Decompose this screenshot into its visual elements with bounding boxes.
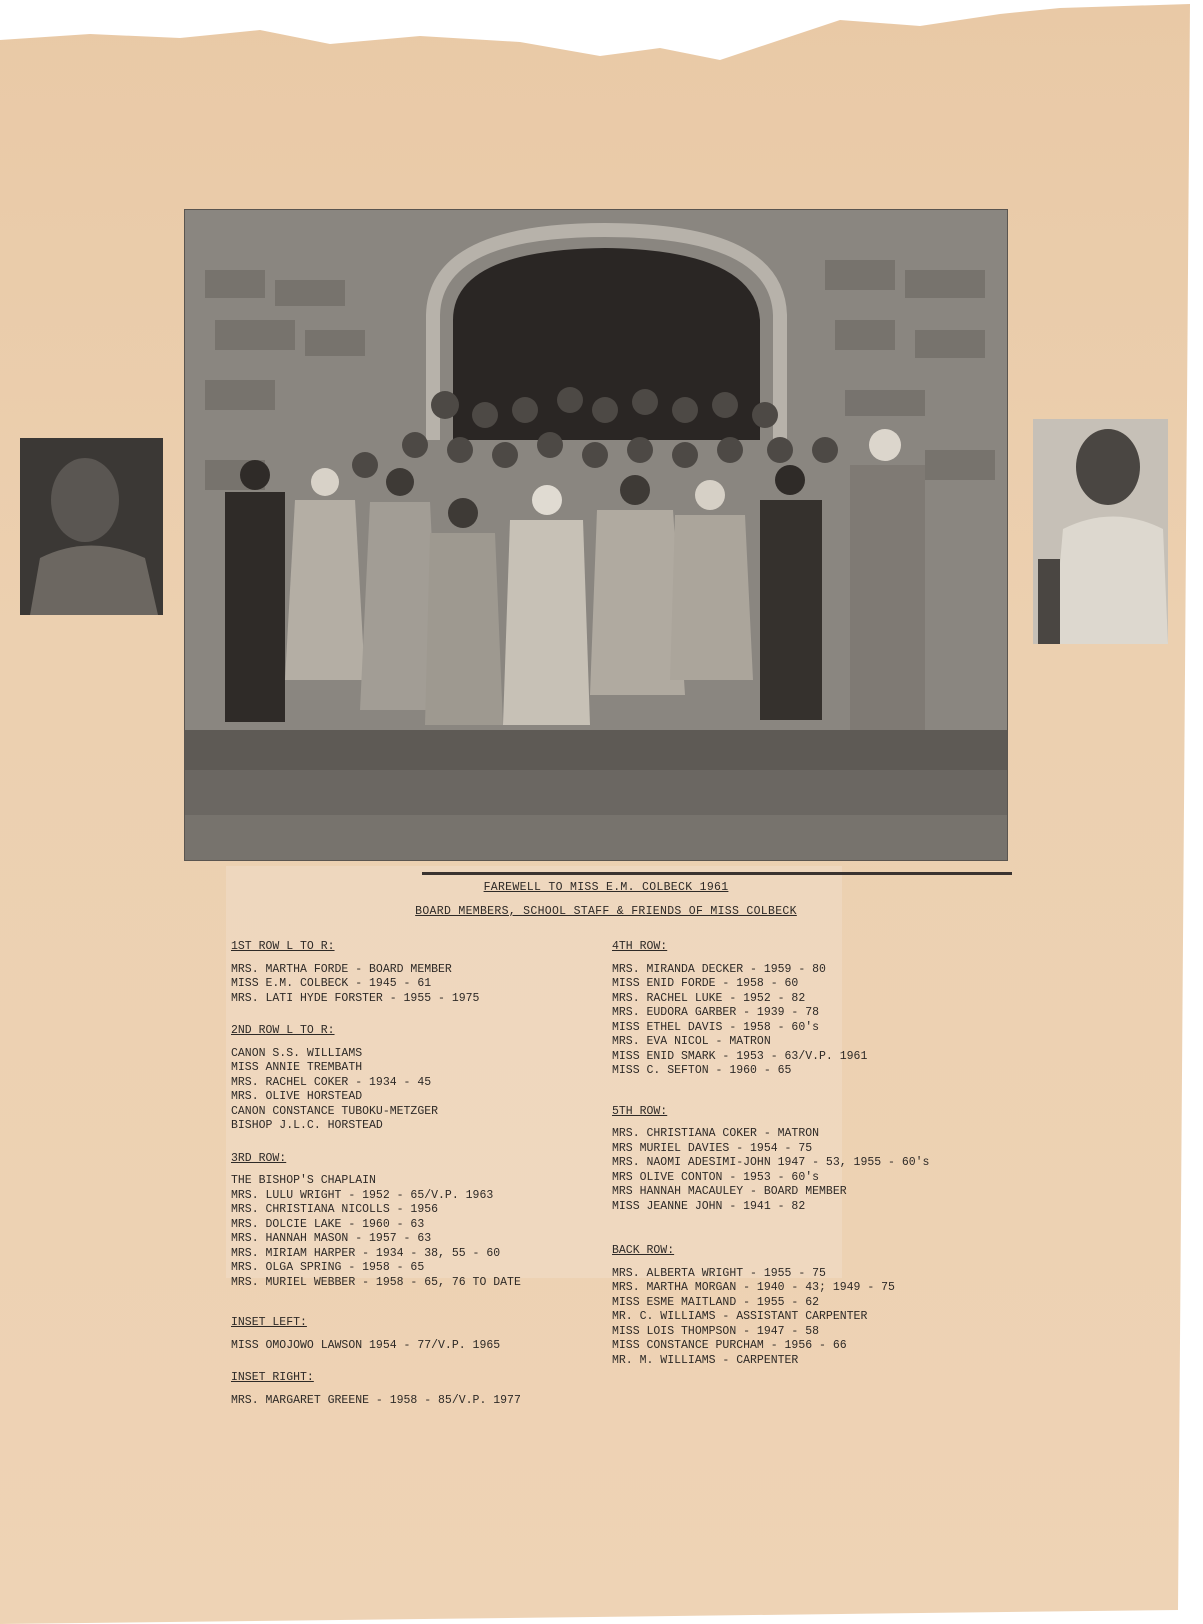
entry: MRS OLIVE CONTON - 1953 - 60's bbox=[612, 1170, 820, 1184]
entry: MISS ANNIE TREMBATH bbox=[231, 1061, 363, 1074]
group-photograph bbox=[184, 209, 1008, 861]
entry: MRS. OLGA SPRING - 1958 - 65 bbox=[231, 1261, 425, 1274]
group-inset-right bbox=[231, 1371, 521, 1408]
entry: MRS HANNAH MACAULEY - BOARD MEMBER bbox=[612, 1185, 847, 1198]
entry: MISS CONSTANCE PURCHAM - 1956 - 66 bbox=[612, 1339, 847, 1352]
entry: MISS ENID FORDE - 1958 - 60 bbox=[612, 977, 799, 990]
group-heading: 2ND ROW L TO R: bbox=[231, 1024, 335, 1037]
entry: MRS. CHRISTIANA NICOLLS - 1956 bbox=[231, 1203, 439, 1216]
entry: MRS. MARTHA FORDE - BOARD MEMBER bbox=[231, 962, 452, 976]
caption-rule bbox=[422, 872, 1012, 875]
entry: MISS E.M. COLBECK - 1945 - 61 bbox=[231, 977, 432, 990]
group-heading: 3RD ROW: bbox=[231, 1151, 287, 1165]
group-second-row bbox=[231, 1024, 521, 1134]
entry: MRS. RACHEL COKER - 1934 - 45 bbox=[231, 1075, 432, 1089]
entry: MRS. NAOMI ADESIMI-JOHN 1947 - 53, 1955 - 60's bbox=[612, 1156, 930, 1169]
right-column bbox=[612, 940, 929, 1386]
group-heading: BACK ROW: bbox=[612, 1244, 675, 1257]
group-heading: INSET RIGHT: bbox=[231, 1371, 314, 1384]
group-heading: 4TH ROW: bbox=[612, 940, 668, 953]
entry: MRS. LULU WRIGHT - 1952 - 65/V.P. 1963 bbox=[231, 1188, 494, 1202]
group-fifth-row bbox=[612, 1105, 929, 1215]
group-fourth-row bbox=[612, 940, 929, 1079]
entry: MR. C. WILLIAMS - ASSISTANT CARPENTER bbox=[612, 1310, 868, 1323]
entry: MISS ESME MAITLAND - 1955 - 62 bbox=[612, 1295, 820, 1309]
entry: MRS. MIRANDA DECKER - 1959 - 80 bbox=[612, 962, 826, 976]
entry: MRS. EUDORA GARBER - 1939 - 78 bbox=[612, 1006, 820, 1019]
inset-left-portrait bbox=[20, 438, 163, 615]
entry: BISHOP J.L.C. HORSTEAD bbox=[231, 1119, 383, 1132]
entry: MISS ENID SMARK - 1953 - 63/V.P. 1961 bbox=[612, 1049, 868, 1063]
entry: CANON S.S. WILLIAMS bbox=[231, 1046, 363, 1060]
entry: MISS C. SEFTON - 1960 - 65 bbox=[612, 1064, 792, 1077]
entry: MRS. MURIEL WEBBER - 1958 - 65, 76 TO DATE bbox=[231, 1275, 521, 1289]
group-heading: 5TH ROW: bbox=[612, 1104, 668, 1118]
entry: MRS. MIRIAM HARPER - 1934 - 38, 55 - 60 bbox=[231, 1246, 501, 1260]
entry: MRS. OLIVE HORSTEAD bbox=[231, 1090, 363, 1103]
entry: CANON CONSTANCE TUBOKU-METZGER bbox=[231, 1104, 439, 1118]
left-column bbox=[231, 940, 521, 1426]
entry: MRS. LATI HYDE FORSTER - 1955 - 1975 bbox=[231, 991, 480, 1005]
entry: MRS. CHRISTIANA COKER - MATRON bbox=[612, 1127, 820, 1140]
entry: MISS OMOJOWO LAWSON 1954 - 77/V.P. 1965 bbox=[231, 1338, 501, 1352]
entry: MRS. DOLCIE LAKE - 1960 - 63 bbox=[231, 1217, 425, 1231]
entry: MRS. MARGARET GREENE - 1958 - 85/V.P. 1977 bbox=[231, 1393, 521, 1407]
group-inset-left bbox=[231, 1316, 521, 1353]
caption-title: FAREWELL TO MISS E.M. COLBECK 1961 bbox=[483, 881, 729, 894]
entry: MRS. HANNAH MASON - 1957 - 63 bbox=[231, 1232, 432, 1245]
group-back-row bbox=[612, 1244, 929, 1368]
entry: MRS. EVA NICOL - MATRON bbox=[612, 1035, 771, 1048]
entry: MRS. MARTHA MORGAN - 1940 - 43; 1949 - 75 bbox=[612, 1281, 895, 1294]
group-heading: INSET LEFT: bbox=[231, 1316, 307, 1329]
group-third-row bbox=[231, 1152, 521, 1291]
entry: MISS JEANNE JOHN - 1941 - 82 bbox=[612, 1199, 806, 1213]
inset-right-portrait bbox=[1033, 419, 1168, 644]
entry: MRS. ALBERTA WRIGHT - 1955 - 75 bbox=[612, 1266, 826, 1280]
entry: MISS LOIS THOMPSON - 1947 - 58 bbox=[612, 1324, 820, 1338]
caption-subtitle: BOARD MEMBERS, SCHOOL STAFF & FRIENDS OF MISS COLBECK bbox=[415, 905, 797, 918]
entry: MR. M. WILLIAMS - CARPENTER bbox=[612, 1353, 799, 1367]
entry: MISS ETHEL DAVIS - 1958 - 60's bbox=[612, 1020, 820, 1034]
group-heading: 1ST ROW L TO R: bbox=[231, 940, 335, 953]
group-first-row bbox=[231, 940, 521, 1006]
entry: MRS. RACHEL LUKE - 1952 - 82 bbox=[612, 991, 806, 1005]
entry: MRS MURIEL DAVIES - 1954 - 75 bbox=[612, 1141, 813, 1155]
entry: THE BISHOP'S CHAPLAIN bbox=[231, 1174, 376, 1187]
